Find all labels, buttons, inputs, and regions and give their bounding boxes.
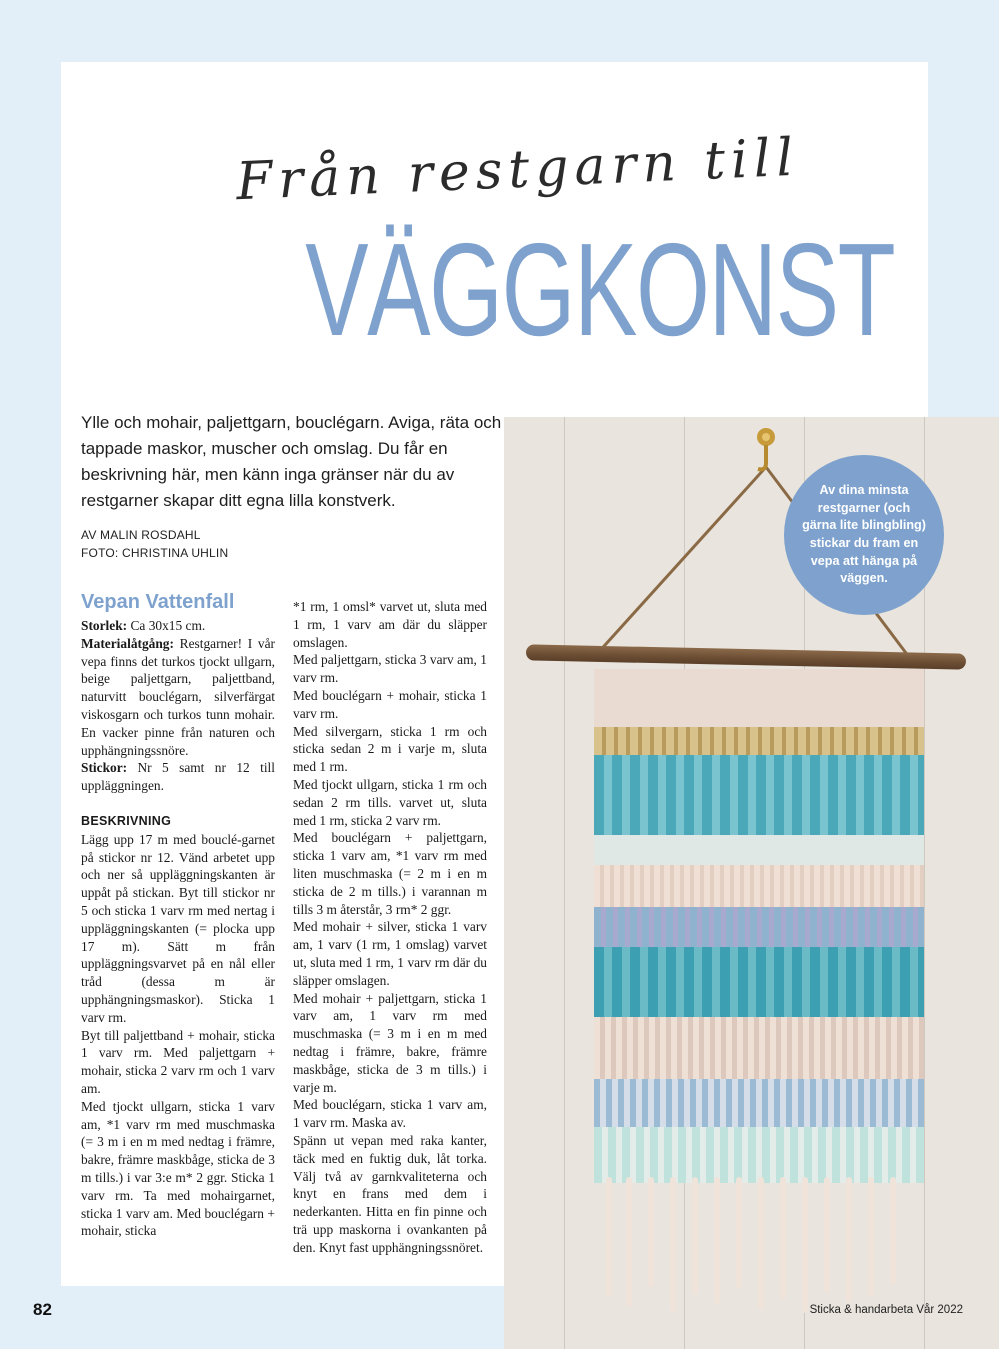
- section-title: Vepan Vattenfall: [81, 591, 235, 613]
- paragraph: Spänn ut vepan med raka kanter, täck med en fuktig duk, låt torka. Välj två av garnkvaliteterna och knyt en frans med dem i nederkanten. Hitta en fin pinne och trä upp maskorna i ovankanten på den. Knyt fast upphängningssnöret.: [293, 1132, 487, 1255]
- text-column-1: [81, 589, 275, 1240]
- material-value: Restgarner! I vår vepa finns det turkos tjockt ullgarn, beige paljettgarn, paljettband, naturvitt bouclégarn, silverfärgat viskosgarn och turkos tunn mohair. En vacker pinne från naturen och upphängningssnöre.: [81, 635, 275, 758]
- paragraph: Med bouclégarn + mohair, sticka 1 varv rm.: [293, 687, 487, 721]
- paragraph: Med tjockt ullgarn, sticka 1 rm och sedan 2 rm tills. varvet ut, sluta med 1 rm, sticka 2 varv rm.: [293, 776, 487, 828]
- yarn-fringe: [596, 1177, 916, 1317]
- needles-label: Stickor:: [81, 760, 128, 776]
- needles-value: Nr 5 samt nr 12 till uppläggningen.: [81, 760, 275, 794]
- paragraph: Lägg upp 17 m med bouclé-garnet på stickor nr 12. Vänd arbetet upp och ner så uppläggningskanten är uppåt på stickan. Byt till stickor nr 5 och sticka 1 varv rm med nertag i uppläggningskanten (= plocka upp 17 m). Sätt m från uppläggningsvarvet på en nål eller tråd (dessa m är upphängningsmaskor). Sticka 1 varv rm.: [81, 831, 275, 1025]
- knit-band-turquoise: [594, 947, 924, 1017]
- fringe-strand: [648, 1177, 654, 1287]
- fringe-strand: [846, 1177, 852, 1303]
- knit-band-white: [594, 835, 924, 865]
- fringe-strand: [736, 1177, 742, 1289]
- photo-credit: FOTO: CHRISTINA UHLIN: [81, 546, 229, 560]
- author-credit: AV MALIN ROSDAHL: [81, 528, 201, 542]
- fringe-strand: [626, 1177, 632, 1307]
- article-page: [61, 62, 928, 1286]
- knit-band-mint: [594, 1127, 924, 1183]
- knit-band-beige: [594, 669, 924, 729]
- fringe-strand: [824, 1177, 830, 1293]
- material-label: Materialåtgång:: [81, 635, 174, 651]
- size-label: Storlek:: [81, 618, 128, 633]
- paragraph: Byt till paljettband + mohair, sticka 1 varv rm. Med paljettgarn + mohair, sticka 2 varv rm och 1 varv am.: [81, 1027, 275, 1096]
- size-value: Ca 30x15 cm.: [127, 618, 206, 633]
- paragraph: *1 rm, 1 omsl* varvet ut, sluta med 1 rm, 1 varv am där du släpper omslagen.: [293, 599, 487, 650]
- fringe-strand: [692, 1177, 698, 1295]
- material-line: [81, 635, 275, 760]
- knit-band-sequin: [594, 727, 924, 755]
- fringe-strand: [670, 1177, 676, 1312]
- callout-circle: [784, 455, 944, 615]
- intro-paragraph: Ylle och mohair, paljettgarn, bouclégarn. Aviga, räta och tappade maskor, muscher och omslag. Du får en beskrivning här, men känn inga gränser när du av restgarner skapar ditt egna lilla konstverk.: [81, 413, 502, 510]
- text-column-2: [293, 598, 487, 1256]
- fringe-strand: [758, 1177, 764, 1309]
- fringe-strand: [780, 1177, 786, 1299]
- description-heading: BESKRIVNING: [81, 813, 172, 828]
- knit-band-turquoise: [594, 755, 924, 835]
- paragraph: Med mohair + paljettgarn, sticka 1 varv am, 1 varv rm med muschmaska (= 3 m i en m med nedtag i främre, bakre, främre maskbåge, sticka de 3 m tills.) i varje m.: [293, 990, 487, 1095]
- script-title: Från restgarn till: [234, 127, 801, 213]
- paragraph: Med silvergarn, sticka 1 rm och sticka sedan 2 m i varje m, sluta med 1 rm.: [293, 723, 487, 775]
- magazine-footer: Sticka & handarbeta Vår 2022: [809, 1304, 963, 1316]
- brass-hook-icon: [754, 427, 778, 475]
- paragraph: Med bouclégarn, sticka 1 varv am, 1 varv rm. Maska av.: [293, 1097, 487, 1131]
- needles-line: [81, 759, 275, 795]
- fringe-strand: [890, 1177, 896, 1285]
- fringe-strand: [868, 1177, 874, 1297]
- paragraph: Med paljettgarn, sticka 3 varv am, 1 varv rm.: [293, 652, 487, 686]
- fringe-strand: [714, 1177, 720, 1305]
- callout-text: Av dina minsta restgarner (och gärna lite blingbling) stickar du fram en vepa att hänga på väggen.: [802, 483, 926, 586]
- size-line: [81, 617, 275, 635]
- paragraph: Med bouclégarn + paljettgarn, sticka 1 varv am, *1 varv rm med liten muschmaska (= 2 m i en m sticka de 2 m tills.) i varannan m tills 3 m återstår, 3 rm* 2 ggr.: [293, 830, 487, 917]
- fringe-strand: [802, 1177, 808, 1313]
- paragraph: Med tjockt ullgarn, sticka 1 varv am, *1 varv rm med muschmaska (= 3 m i en m med nedtag i främre, bakre, främre maskbåge, sticka de 3 m tills.) i var 3:e m* 2 ggr. Sticka 1 varv rm. Ta med mohairgarnet, sticka 1 varv am. Med bouclégarn + mohair, sticka: [81, 1098, 275, 1239]
- knit-band-boucle: [594, 865, 924, 907]
- knit-band-beige: [594, 1017, 924, 1079]
- fringe-strand: [606, 1177, 612, 1297]
- knit-band-mohair: [594, 1079, 924, 1127]
- knit-band-silver: [594, 907, 924, 947]
- page-number: 82: [33, 1300, 52, 1319]
- paragraph: Med mohair + silver, sticka 1 varv am, 1 varv (1 rm, 1 omslag) varvet ut, sluta med 1 rm, 1 varv rm där du släpper omslagen.: [293, 919, 487, 988]
- main-title: VÄGGKONST: [305, 216, 895, 363]
